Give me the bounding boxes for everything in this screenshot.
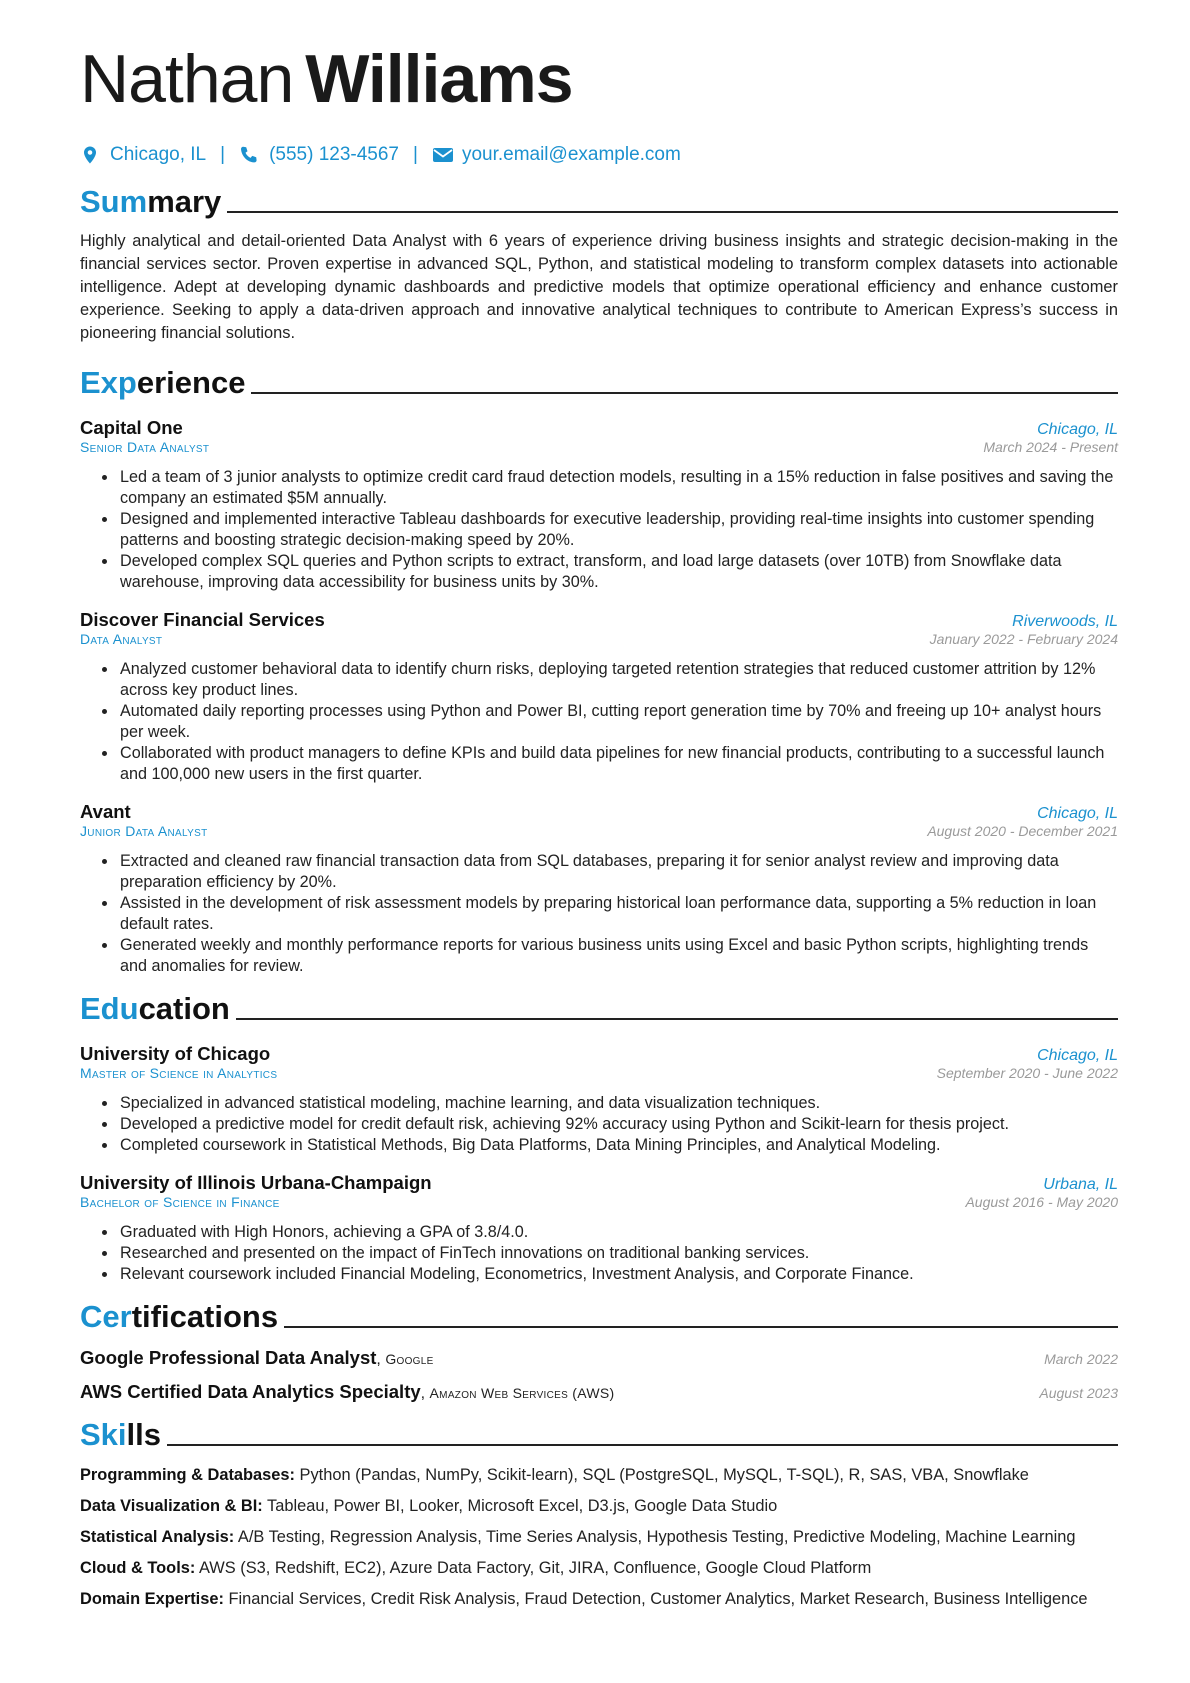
education-entry xyxy=(80,1043,1118,1156)
envelope-icon xyxy=(432,145,452,165)
entry-location: Riverwoods, IL xyxy=(1012,613,1118,631)
skill-category: Data Visualization & BI: xyxy=(80,1497,263,1516)
education-entry xyxy=(80,1172,1118,1285)
section-rule xyxy=(284,1326,1118,1328)
degree-title: Master of Science in Analytics xyxy=(80,1065,278,1082)
skill-items: Financial Services, Credit Risk Analysis, Fraud Detection, Customer Analytics, Market Research, Business Intelligence xyxy=(228,1590,1088,1609)
section-title-rest: mary xyxy=(147,184,222,219)
bullet-item: • Generated weekly and monthly performance reports for various business units using Excel and basic Python scripts, highlighting trends and anomalies for review. xyxy=(118,935,1118,977)
section-title-accent: Cer xyxy=(80,1299,132,1335)
skill-row xyxy=(80,1589,1118,1609)
email-link[interactable]: your.email@example.com xyxy=(461,144,681,165)
certification-name: AWS Certified Data Analytics Specialty xyxy=(80,1381,421,1403)
school-name: University of Chicago xyxy=(80,1043,271,1065)
entry-location: Chicago, IL xyxy=(1037,805,1118,823)
candidate-name xyxy=(80,38,1118,120)
entry-dates: March 2024 - Present xyxy=(983,439,1118,456)
bullet-item: • Relevant coursework included Financial Modeling, Econometrics, Investment Analysis, and Corporate Finance. xyxy=(118,1264,1118,1285)
contact-separator: | xyxy=(220,144,226,165)
experience-entry xyxy=(80,609,1118,785)
entry-dates: January 2022 - February 2024 xyxy=(929,631,1118,648)
bullet-item: • Analyzed customer behavioral data to identify churn risks, deploying targeted retention strategies that reduced customer attrition by 12% across key product lines. xyxy=(118,659,1118,701)
section-certifications-heading xyxy=(80,1295,1118,1335)
bullet-item: • Led a team of 3 junior analysts to optimize credit card fraud detection models, resulting in a 15% reduction in false positives and saving the company an estimated $5M annually. xyxy=(118,467,1118,509)
section-title-rest: cation xyxy=(138,991,230,1027)
section-title-rest: tifications xyxy=(131,1299,279,1335)
section-title-rest: erience xyxy=(136,365,246,401)
last-name: Williams xyxy=(305,41,573,117)
skill-category: Statistical Analysis: xyxy=(80,1528,235,1547)
job-title: Senior Data Analyst xyxy=(80,439,210,456)
certification-name: Google Professional Data Analyst xyxy=(80,1347,377,1369)
section-title-accent: Exp xyxy=(80,365,137,401)
section-rule xyxy=(227,211,1118,213)
certification-date: March 2022 xyxy=(1044,1351,1118,1368)
entry-location: Urbana, IL xyxy=(1043,1176,1118,1194)
company-name: Capital One xyxy=(80,417,183,439)
location-text: Chicago, IL xyxy=(110,144,207,165)
degree-title: Bachelor of Science in Finance xyxy=(80,1194,280,1211)
bullet-item: • Developed complex SQL queries and Python scripts to extract, transform, and load large datasets (over 10TB) from Snowflake data warehouse, improving data accessibility for business units by 30%. xyxy=(118,551,1118,593)
bullet-item: • Specialized in advanced statistical modeling, machine learning, and data visualization techniques. xyxy=(118,1093,1118,1114)
section-rule xyxy=(167,1444,1118,1446)
skill-row xyxy=(80,1496,1118,1516)
entry-dates: September 2020 - June 2022 xyxy=(936,1065,1118,1082)
skill-items: Tableau, Power BI, Looker, Microsoft Excel, D3.js, Google Data Studio xyxy=(267,1497,778,1516)
first-name: Nathan xyxy=(80,41,294,117)
bullet-item: • Designed and implemented interactive Tableau dashboards for executive leadership, providing real-time insights into customer spending patterns and boosting strategic decision-making speed by 20%. xyxy=(118,509,1118,551)
entry-location: Chicago, IL xyxy=(1037,1047,1118,1065)
certification-item: Google Professional Data Analyst, Google March 2022 xyxy=(80,1347,1118,1369)
section-title-accent: Sum xyxy=(80,184,148,219)
experience-entry xyxy=(80,417,1118,593)
phone-icon xyxy=(239,145,259,165)
section-title-rest: lls xyxy=(126,1417,161,1453)
entry-dates: August 2020 - December 2021 xyxy=(927,823,1118,840)
skill-items: A/B Testing, Regression Analysis, Time Series Analysis, Hypothesis Testing, Predictive Modeling, Machine Learning xyxy=(237,1528,1076,1547)
certification-item: AWS Certified Data Analytics Specialty, Amazon Web Services (AWS) August 2023 xyxy=(80,1381,1118,1403)
skills-list xyxy=(80,1465,1118,1609)
section-rule xyxy=(236,1018,1118,1020)
bullet-item: • Automated daily reporting processes using Python and Power BI, cutting report generation time by 70% and freeing up 10+ analyst hours per week. xyxy=(118,701,1118,743)
section-title-accent: Edu xyxy=(80,991,139,1027)
location-pin-icon xyxy=(80,145,100,165)
certification-issuer: Google xyxy=(385,1351,434,1368)
section-title xyxy=(80,1417,161,1453)
contact-separator: | xyxy=(413,144,418,165)
bullet-item: • Completed coursework in Statistical Methods, Big Data Platforms, Data Mining Principles, and Analytical Modeling. xyxy=(118,1135,1118,1156)
bullet-list xyxy=(80,1093,1118,1156)
bullet-item: • Graduated with High Honors, achieving a GPA of 3.8/4.0. xyxy=(118,1222,1118,1243)
school-name: University of Illinois Urbana-Champaign xyxy=(80,1172,432,1194)
section-title xyxy=(80,365,245,401)
skill-category: Cloud & Tools: xyxy=(80,1559,196,1578)
contact-bar xyxy=(80,140,1118,170)
bullet-item: • Assisted in the development of risk assessment models by preparing historical loan performance data, supporting a 5% reduction in loan default rates. xyxy=(118,893,1118,935)
bullet-item: • Extracted and cleaned raw financial transaction data from SQL databases, preparing it for senior analyst review and improving data preparation efficiency by 20%. xyxy=(118,851,1118,893)
section-title xyxy=(80,991,230,1027)
bullet-item: • Developed a predictive model for credit default risk, achieving 92% accuracy using Python and Scikit-learn for thesis project. xyxy=(118,1114,1118,1135)
certification-issuer: Amazon Web Services (AWS) xyxy=(429,1385,615,1402)
skill-items: Python (Pandas, NumPy, Scikit-learn), SQL (PostgreSQL, MySQL, T-SQL), R, SAS, VBA, Snowflake xyxy=(299,1466,1029,1485)
section-rule xyxy=(251,392,1118,394)
bullet-list xyxy=(80,851,1118,977)
certification-date: August 2023 xyxy=(1039,1385,1118,1402)
bullet-item: • Researched and presented on the impact of FinTech innovations on traditional banking services. xyxy=(118,1243,1118,1264)
company-name: Avant xyxy=(80,801,131,823)
skill-row xyxy=(80,1527,1118,1547)
section-title-accent: Ski xyxy=(80,1417,127,1453)
section-skills-heading xyxy=(80,1413,1118,1453)
bullet-item: • Collaborated with product managers to define KPIs and build data pipelines for new financial products, contributing to a successful launch and 100,000 new users in the first quarter. xyxy=(118,743,1118,785)
experience-entry xyxy=(80,801,1118,977)
phone-text: (555) 123-4567 xyxy=(269,144,399,165)
section-education-heading xyxy=(80,987,1118,1027)
section-experience-heading xyxy=(80,361,1118,401)
job-title: Junior Data Analyst xyxy=(80,823,208,840)
entry-dates: August 2016 - May 2020 xyxy=(965,1194,1118,1211)
section-summary-heading xyxy=(80,180,1118,220)
skill-row xyxy=(80,1558,1118,1578)
skill-category: Domain Expertise: xyxy=(80,1590,224,1609)
section-title xyxy=(80,1299,278,1335)
bullet-list xyxy=(80,467,1118,593)
section-title xyxy=(80,184,221,220)
skill-items: AWS (S3, Redshift, EC2), Azure Data Factory, Git, JIRA, Confluence, Google Cloud Platform xyxy=(198,1559,872,1578)
summary-text: Highly analytical and detail-oriented Data Analyst with 6 years of experience driving business insights and strategic decision-making in the financial services sector. Proven expertise in advanced SQL, Python, and statistical modeling to transform complex datasets into actionable intelligence. Adept at developing dynamic dashboards and predictive models that optimize operational efficiency and enhance customer experience. Seeking to apply a data-driven approach and innovative analytical techniques to contribute to American Express’s success in pioneering financial solutions. xyxy=(80,232,1118,342)
bullet-list xyxy=(80,659,1118,785)
entry-location: Chicago, IL xyxy=(1037,421,1118,439)
skill-category: Programming & Databases: xyxy=(80,1466,295,1485)
company-name: Discover Financial Services xyxy=(80,609,325,631)
job-title: Data Analyst xyxy=(80,631,163,648)
bullet-list xyxy=(80,1222,1118,1285)
skill-row xyxy=(80,1465,1118,1485)
